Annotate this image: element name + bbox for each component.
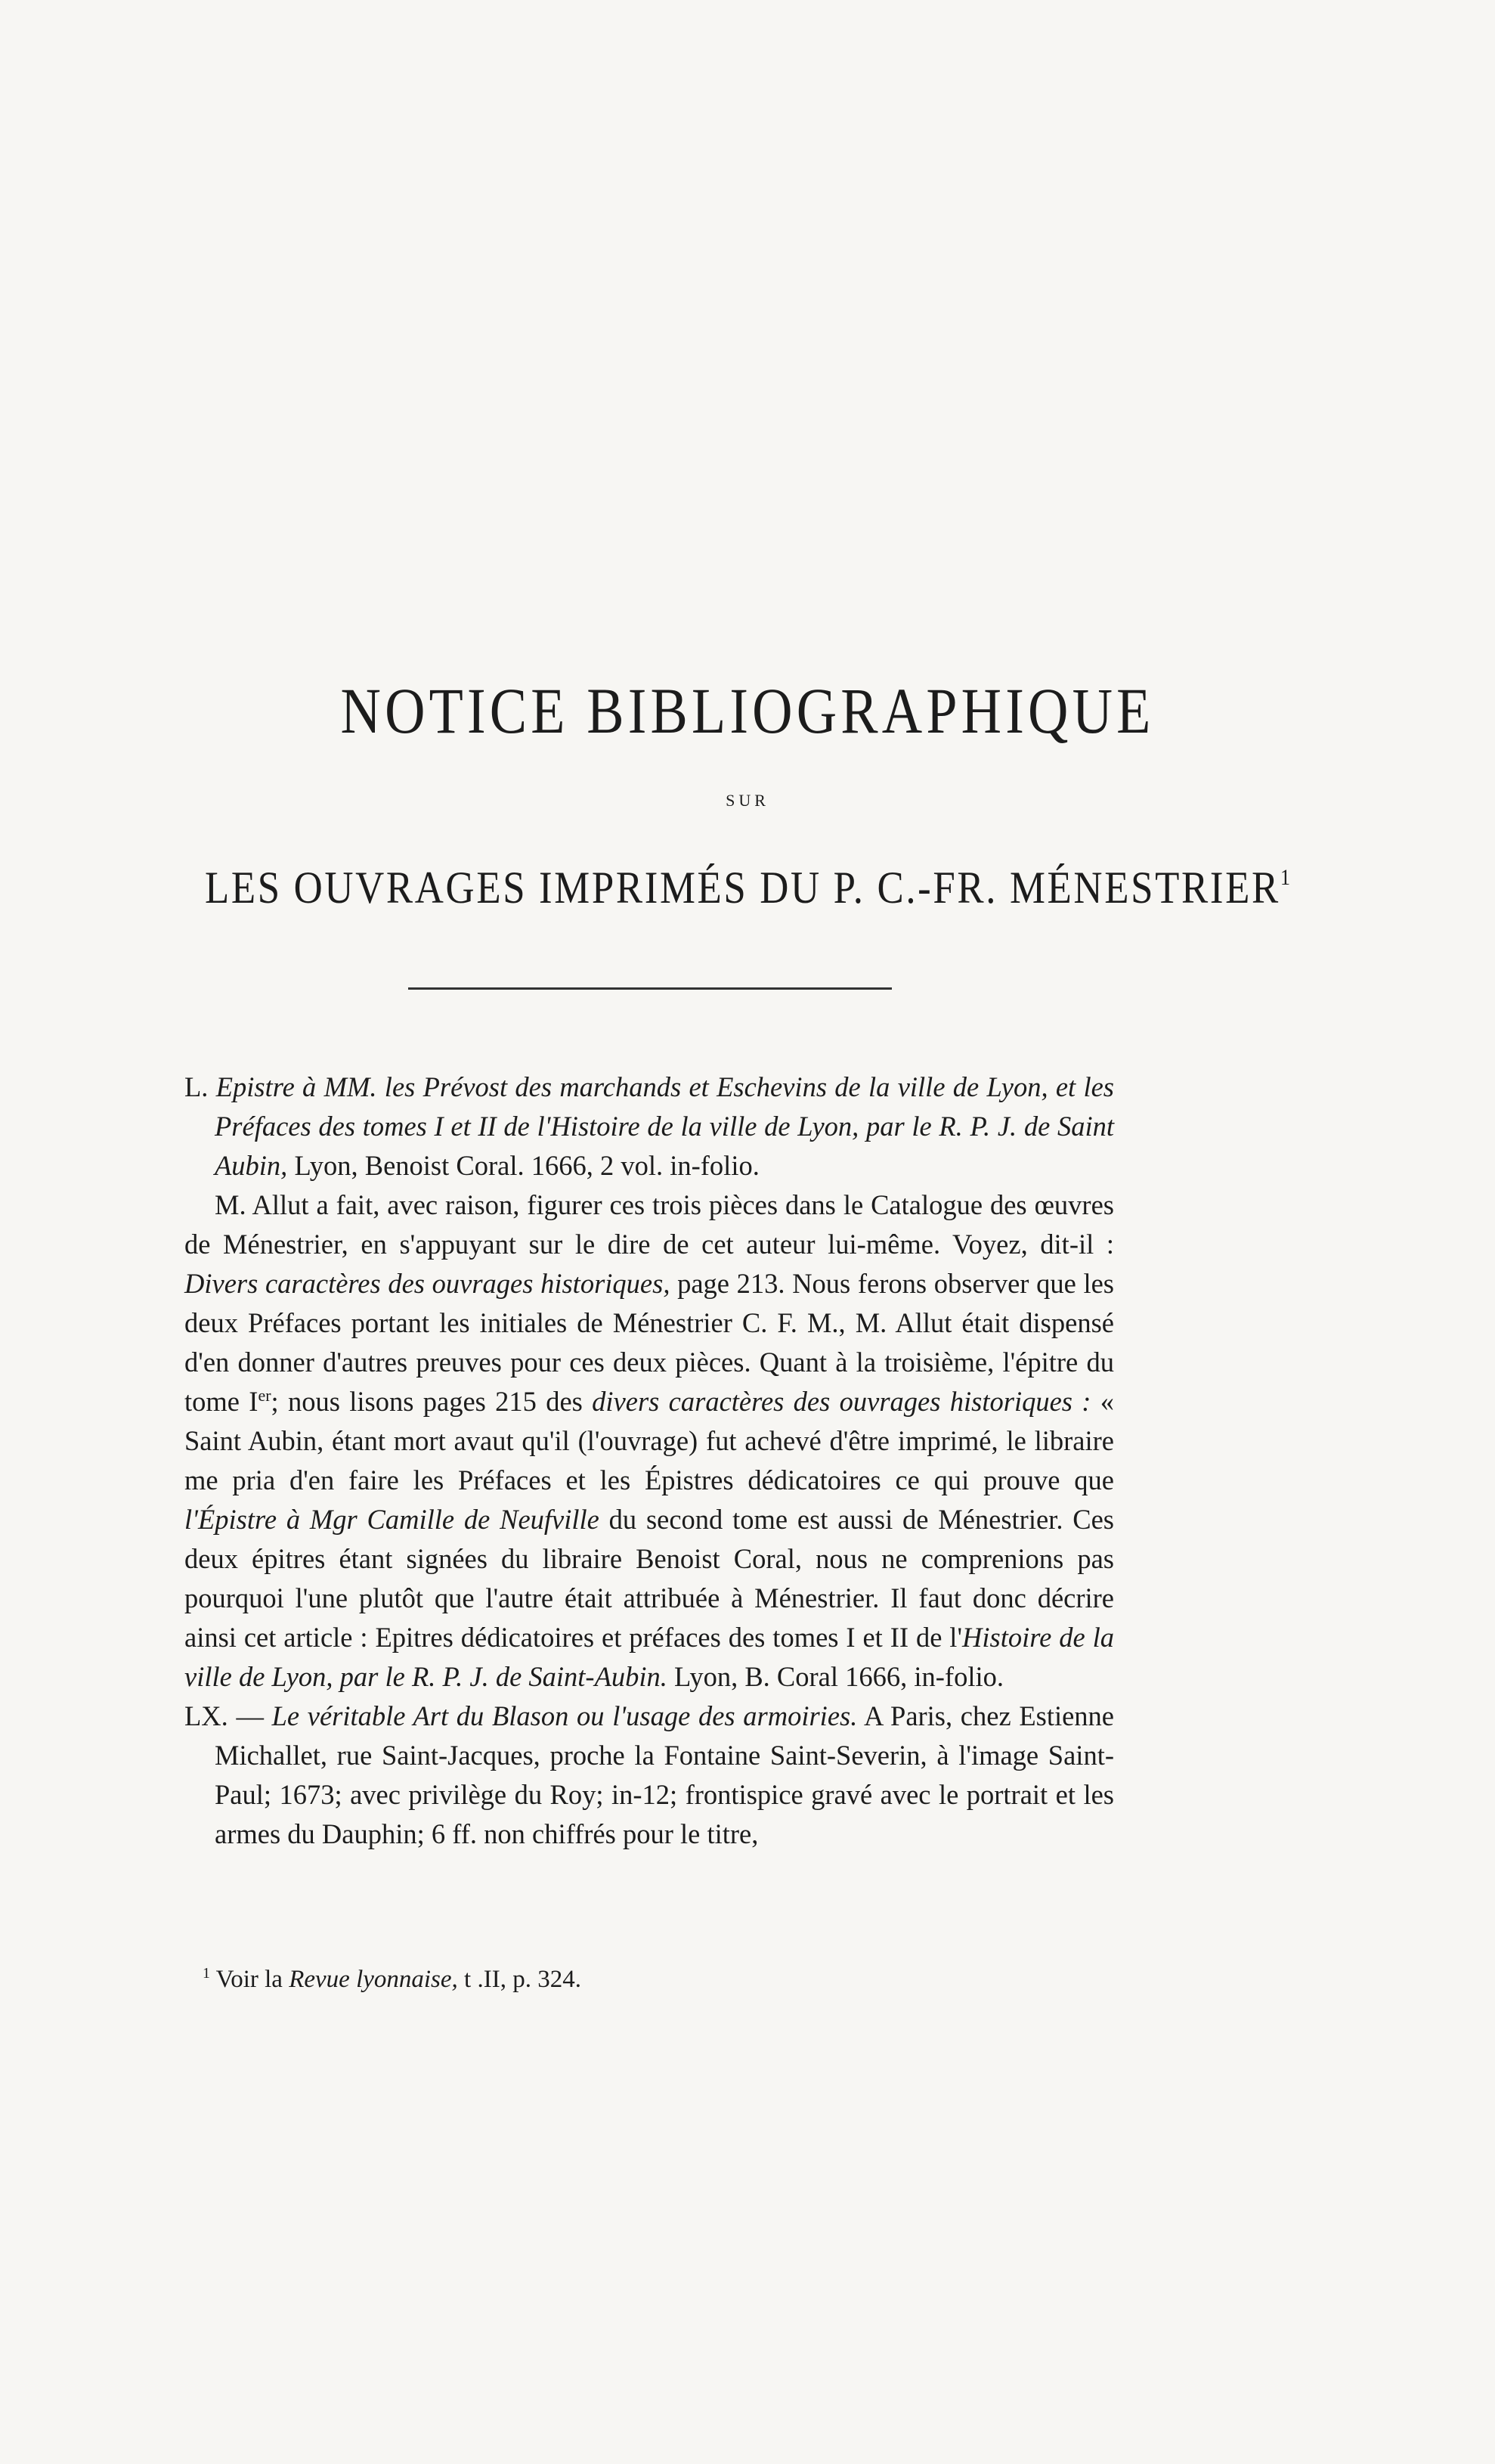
text-run: M. Allut a fait, avec raison, figurer ces trois pièces dans le Catalogue des œuvres de Ménestrier, en s'appuyant sur le dire de cet auteur lui-même. Voyez, dit-il : [184,1189,1114,1260]
text-run: ; nous lisons pages 215 des [271,1386,593,1417]
text-run: Voir la [210,1966,289,1993]
footnote [203,1957,581,1996]
superscript: er [258,1385,271,1405]
subtitle-text: LES OUVRAGES IMPRIMÉS DU P. C.-FR. MÉNESTRIER [204,863,1280,913]
italic-run: l'Épistre à Mgr Camille de Neufville [184,1504,599,1535]
italic-run: Histoire de la ville de Lyon, par le R. P. J. de Saint-Aubin. [184,1622,1114,1692]
text-run: t .II, p. 324. [457,1966,581,1993]
page-subtitle [90,862,1406,914]
entry-lx-publication: A Paris, chez Estienne Michallet, rue Saint-Jacques, proche la Fontaine Saint-Severin, à l'image Saint-Paul; 1673; avec privilège du Roy; in-12; frontispice gravé avec le portrait et les armes du Dauphin; 6 ff. non chiffrés pour le titre, [215,1700,1115,1849]
title-connector: SUR [726,791,769,810]
text-run: page 213. Nous ferons observer que les deux Préfaces portant les initiales de Ménestrier C. F. M., M. Allut était dispensé d'en donner d'autres preuves pour ces deux pièces. Quant à la troisième, l'épitre du tome I [184,1268,1114,1417]
text-run: Lyon, B. Coral 1666, in-folio. [667,1661,1004,1692]
footnote-ref: 1 [1280,865,1291,890]
entry-lx [184,1697,1114,1854]
article-body [184,1068,1114,1854]
text-run: du second tome est aussi de Ménestrier. Ces deux épitres étant signées du libraire Benoist Coral, nous ne comprenions pas pourquoi l'une plutôt que l'autre était attribuée à Ménestrier. Il faut donc décrire ainsi cet article : Epitres dédicatoires et préfaces des tomes I et II de l' [184,1504,1114,1653]
entry-l-publication: Lyon, Benoist Coral. 1666, 2 vol. in-folio. [287,1150,760,1181]
entry-l-title: Epistre à MM. les Prévost des marchands et Eschevins de la ville de Lyon, et les Préfaces des tomes I et II de l'Histoire de la ville de Lyon, par le R. P. J. de Saint Aubin, [215,1071,1115,1181]
text-run: « Saint Aubin, étant mort avaut qu'il (l'ouvrage) fut achevé d'être imprimé, le libraire me pria d'en faire les Préfaces et les Épistres dédicatoires ce qui prouve que [184,1386,1115,1495]
entry-l [184,1068,1114,1186]
entry-l-commentary [184,1186,1114,1697]
italic-run: divers caractères des ouvrages historiques : [592,1386,1091,1417]
entry-l-number: L. [184,1071,216,1102]
page-title: NOTICE BIBLIOGRAPHIQUE [340,674,1155,747]
italic-run: Revue lyonnaise, [289,1966,458,1993]
title-divider [408,987,892,990]
footnote-mark: 1 [203,1965,210,1982]
entry-lx-title: Le véritable Art du Blason ou l'usage des armoiries. [271,1700,858,1731]
entry-lx-number: LX. — [184,1700,272,1731]
italic-run: Divers caractères des ouvrages historiques, [184,1268,670,1299]
